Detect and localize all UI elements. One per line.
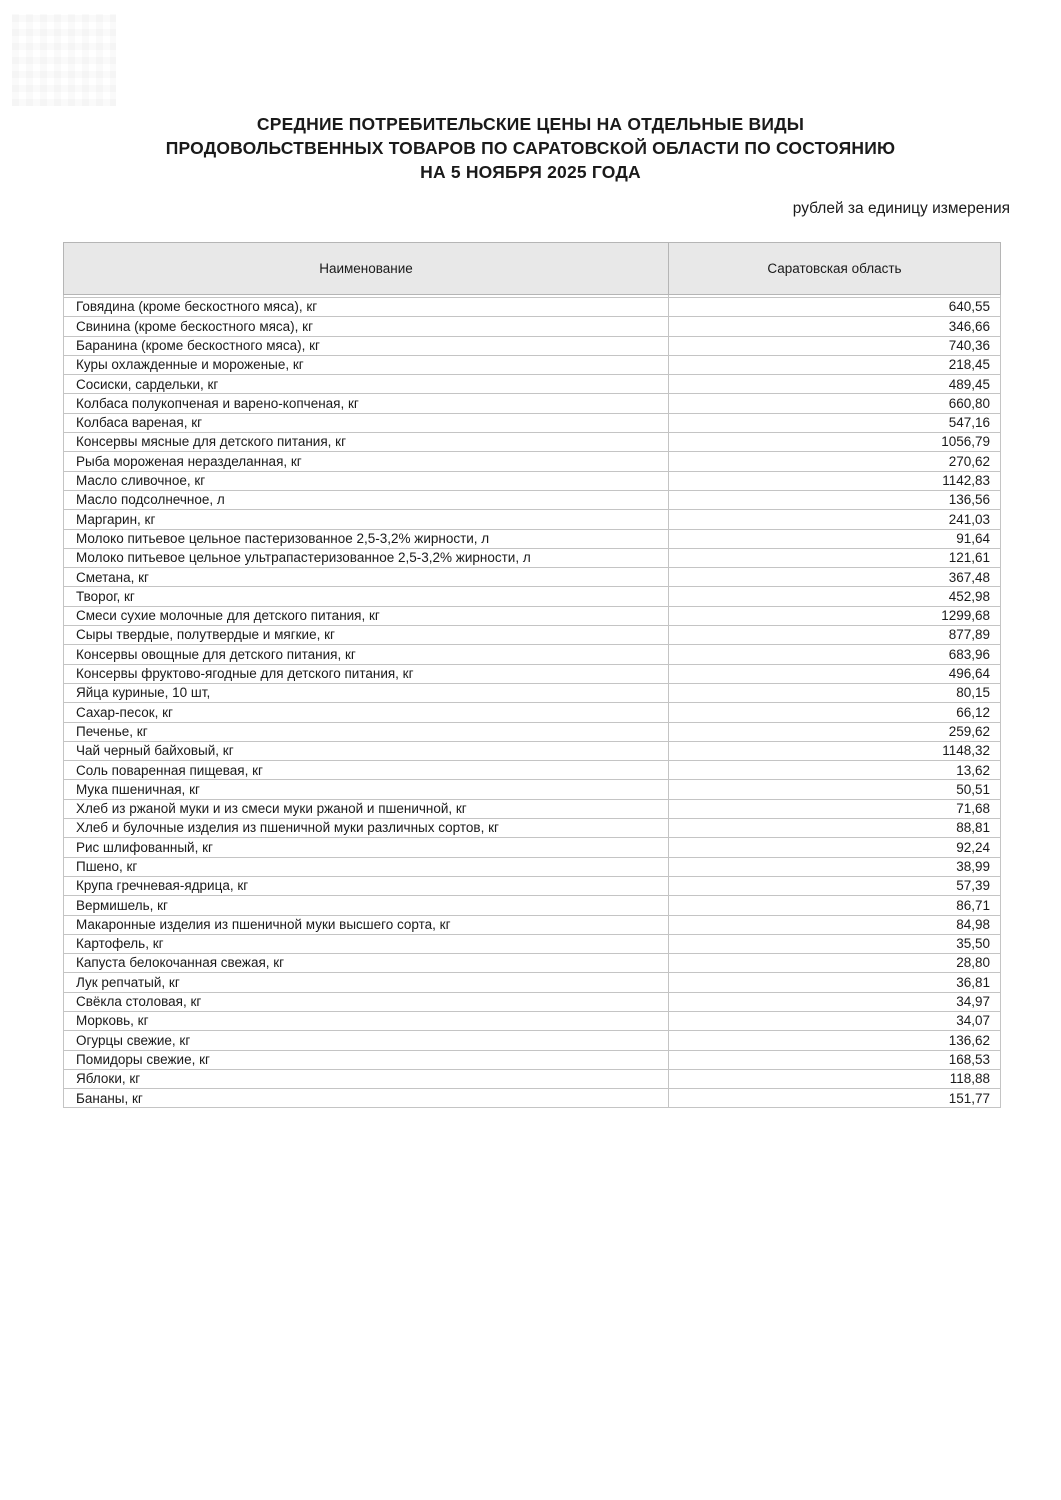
- price-cell: 66,12: [669, 703, 1001, 722]
- price-cell: 489,45: [669, 375, 1001, 394]
- product-name-cell: Рис шлифованный, кг: [64, 838, 669, 857]
- title-line-1: СРЕДНИЕ ПОТРЕБИТЕЛЬСКИЕ ЦЕНЫ НА ОТДЕЛЬНЫЕ ВИДЫ: [256, 114, 805, 134]
- price-cell: 1299,68: [669, 606, 1001, 625]
- product-name-cell: Баранина (кроме бескостного мяса), кг: [64, 336, 669, 355]
- product-name-cell: Колбаса полукопченая и варено-копченая, кг: [64, 394, 669, 413]
- document-title: [40, 112, 1021, 184]
- table-row: [64, 915, 1001, 934]
- product-name-cell: Свинина (кроме бескостного мяса), кг: [64, 317, 669, 336]
- title-line-2: ПРОДОВОЛЬСТВЕННЫХ ТОВАРОВ ПО САРАТОВСКОЙ ОБЛАСТИ ПО СОСТОЯНИЮ: [165, 138, 896, 158]
- table-row: [64, 896, 1001, 915]
- product-name-cell: Чай черный байховый, кг: [64, 741, 669, 760]
- table-row: [64, 433, 1001, 452]
- product-name-cell: Яйца куриные, 10 шт,: [64, 683, 669, 702]
- price-cell: 1056,79: [669, 433, 1001, 452]
- product-name-cell: Куры охлажденные и мороженые, кг: [64, 355, 669, 374]
- product-name-cell: Сахар-песок, кг: [64, 703, 669, 722]
- price-cell: 88,81: [669, 819, 1001, 838]
- price-cell: 259,62: [669, 722, 1001, 741]
- table-row: [64, 683, 1001, 702]
- price-cell: 57,39: [669, 876, 1001, 895]
- product-name-cell: Маргарин, кг: [64, 510, 669, 529]
- price-cell: 136,62: [669, 1031, 1001, 1050]
- table-row: [64, 471, 1001, 490]
- price-cell: 121,61: [669, 548, 1001, 567]
- product-name-cell: Морковь, кг: [64, 1011, 669, 1030]
- table-row: [64, 819, 1001, 838]
- table-row: [64, 761, 1001, 780]
- table-row: [64, 548, 1001, 567]
- price-cell: 136,56: [669, 490, 1001, 509]
- table-row: [64, 954, 1001, 973]
- product-name-cell: Яблоки, кг: [64, 1069, 669, 1088]
- price-cell: 71,68: [669, 799, 1001, 818]
- price-cell: 84,98: [669, 915, 1001, 934]
- product-name-cell: Масло подсолнечное, л: [64, 490, 669, 509]
- table-row: [64, 626, 1001, 645]
- table-row: [64, 1089, 1001, 1108]
- product-name-cell: Лук репчатый, кг: [64, 973, 669, 992]
- product-name-cell: Картофель, кг: [64, 934, 669, 953]
- units-note: рублей за единицу измерения: [792, 200, 1010, 217]
- product-name-cell: Рыба мороженая неразделанная, кг: [64, 452, 669, 471]
- product-name-cell: Свёкла столовая, кг: [64, 992, 669, 1011]
- price-cell: 241,03: [669, 510, 1001, 529]
- table-row: [64, 568, 1001, 587]
- price-cell: 168,53: [669, 1050, 1001, 1069]
- product-name-cell: Вермишель, кг: [64, 896, 669, 915]
- product-name-cell: Хлеб и булочные изделия из пшеничной муки различных сортов, кг: [64, 819, 669, 838]
- product-name-cell: Молоко питьевое цельное ультрапастеризованное 2,5-3,2% жирности, л: [64, 548, 669, 567]
- price-cell: 270,62: [669, 452, 1001, 471]
- price-cell: 118,88: [669, 1069, 1001, 1088]
- price-cell: 34,07: [669, 1011, 1001, 1030]
- table-row: [64, 1069, 1001, 1088]
- product-name-cell: Сосиски, сардельки, кг: [64, 375, 669, 394]
- table-row: [64, 510, 1001, 529]
- product-name-cell: Сметана, кг: [64, 568, 669, 587]
- price-cell: 683,96: [669, 645, 1001, 664]
- price-cell: 660,80: [669, 394, 1001, 413]
- price-cell: 92,24: [669, 838, 1001, 857]
- table-row: [64, 375, 1001, 394]
- table-row: [64, 452, 1001, 471]
- table-row: [64, 664, 1001, 683]
- price-cell: 452,98: [669, 587, 1001, 606]
- table-row: [64, 336, 1001, 355]
- price-cell: 13,62: [669, 761, 1001, 780]
- price-cell: 1142,83: [669, 471, 1001, 490]
- price-cell: 36,81: [669, 973, 1001, 992]
- price-cell: 35,50: [669, 934, 1001, 953]
- table-row: [64, 703, 1001, 722]
- price-cell: 1148,32: [669, 741, 1001, 760]
- table-row: [64, 992, 1001, 1011]
- price-cell: 38,99: [669, 857, 1001, 876]
- price-cell: 547,16: [669, 413, 1001, 432]
- table-row: [64, 490, 1001, 509]
- product-name-cell: Сыры твердые, полутвердые и мягкие, кг: [64, 626, 669, 645]
- price-cell: 28,80: [669, 954, 1001, 973]
- price-cell: 34,97: [669, 992, 1001, 1011]
- table-row: [64, 606, 1001, 625]
- faint-qr-watermark: [12, 14, 116, 106]
- product-name-cell: Макаронные изделия из пшеничной муки высшего сорта, кг: [64, 915, 669, 934]
- product-name-cell: Огурцы свежие, кг: [64, 1031, 669, 1050]
- table-row: [64, 780, 1001, 799]
- table-row: [64, 355, 1001, 374]
- column-header-region: Саратовская область: [669, 243, 1001, 295]
- table-row: [64, 973, 1001, 992]
- product-name-cell: Пшено, кг: [64, 857, 669, 876]
- price-cell: 346,66: [669, 317, 1001, 336]
- price-cell: 877,89: [669, 626, 1001, 645]
- product-name-cell: Говядина (кроме бескостного мяса), кг: [64, 298, 669, 317]
- product-name-cell: Молоко питьевое цельное пастеризованное 2,5-3,2% жирности, л: [64, 529, 669, 548]
- table-row: [64, 934, 1001, 953]
- table-row: [64, 298, 1001, 317]
- product-name-cell: Консервы мясные для детского питания, кг: [64, 433, 669, 452]
- table-row: [64, 645, 1001, 664]
- price-cell: 740,36: [669, 336, 1001, 355]
- product-name-cell: Колбаса вареная, кг: [64, 413, 669, 432]
- product-name-cell: Соль поваренная пищевая, кг: [64, 761, 669, 780]
- product-name-cell: Консервы фруктово-ягодные для детского питания, кг: [64, 664, 669, 683]
- price-table: [63, 242, 1001, 1108]
- price-table-body: [64, 298, 1001, 1108]
- product-name-cell: Крупа гречневая-ядрица, кг: [64, 876, 669, 895]
- title-line-3: НА 5 НОЯБРЯ 2025 ГОДА: [420, 162, 641, 182]
- table-row: [64, 413, 1001, 432]
- price-table-header: [64, 243, 1001, 298]
- table-row: [64, 857, 1001, 876]
- product-name-cell: Капуста белокочанная свежая, кг: [64, 954, 669, 973]
- table-row: [64, 741, 1001, 760]
- product-name-cell: Печенье, кг: [64, 722, 669, 741]
- price-cell: 151,77: [669, 1089, 1001, 1108]
- table-row: [64, 799, 1001, 818]
- table-row: [64, 394, 1001, 413]
- price-cell: 91,64: [669, 529, 1001, 548]
- product-name-cell: Консервы овощные для детского питания, кг: [64, 645, 669, 664]
- price-cell: 367,48: [669, 568, 1001, 587]
- table-row: [64, 1011, 1001, 1030]
- price-cell: 80,15: [669, 683, 1001, 702]
- product-name-cell: Масло сливочное, кг: [64, 471, 669, 490]
- product-name-cell: Помидоры свежие, кг: [64, 1050, 669, 1069]
- table-row: [64, 1050, 1001, 1069]
- product-name-cell: Бананы, кг: [64, 1089, 669, 1108]
- table-row: [64, 1031, 1001, 1050]
- table-row: [64, 587, 1001, 606]
- table-row: [64, 876, 1001, 895]
- price-cell: 496,64: [669, 664, 1001, 683]
- product-name-cell: Смеси сухие молочные для детского питания, кг: [64, 606, 669, 625]
- price-cell: 86,71: [669, 896, 1001, 915]
- table-row: [64, 838, 1001, 857]
- product-name-cell: Хлеб из ржаной муки и из смеси муки ржаной и пшеничной, кг: [64, 799, 669, 818]
- product-name-cell: Мука пшеничная, кг: [64, 780, 669, 799]
- column-header-name: Наименование: [64, 243, 669, 295]
- price-cell: 640,55: [669, 298, 1001, 317]
- table-row: [64, 722, 1001, 741]
- product-name-cell: Творог, кг: [64, 587, 669, 606]
- price-cell: 218,45: [669, 355, 1001, 374]
- table-row: [64, 317, 1001, 336]
- price-cell: 50,51: [669, 780, 1001, 799]
- header-row: [64, 243, 1001, 295]
- table-row: [64, 529, 1001, 548]
